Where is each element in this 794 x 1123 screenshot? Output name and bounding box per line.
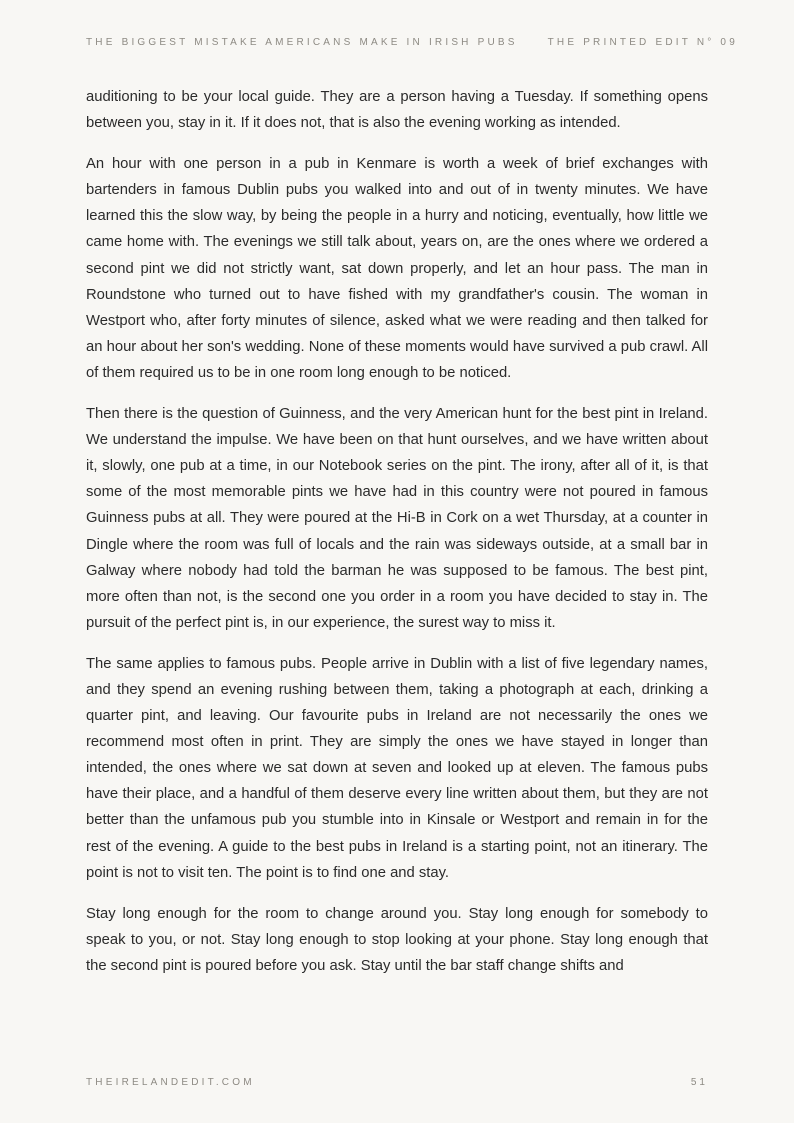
page-number: 51 [690,1077,708,1088]
paragraph: An hour with one person in a pub in Kenmare is worth a week of brief exchanges with bartenders in famous Dublin pubs you walked into and out of in twenty minutes. We have learned this the slow way, by being the people in a hurry and noticing, eventually, how little we came home with. The evenings we still talk about, years on, are the ones where we ordered a second pint we did not strictly want, sat down properly, and let an hour pass. The man in Roundstone who turned out to have fished with my grandfather's cousin. The woman in Westport who, after forty minutes of silence, asked what we were reading and then talked for an hour about her son's wedding. None of these moments would have survived a pub crawl. All of them required us to be in one room long enough to be noticed. [86,156,708,381]
footer-site-url: THEIRELANDEDIT.COM [86,1077,255,1088]
paragraph: auditioning to be your local guide. They are a person having a Tuesday. If something opens between you, stay in it. If it does not, that is also the evening working as intended. [86,89,708,132]
publication-label: THE PRINTED EDIT N° 09 [547,37,738,48]
running-header [86,37,738,48]
paragraph: Stay long enough for the room to change around you. Stay long enough for somebody to speak to you, or not. Stay long enough to stop looking at your phone. Stay long enough that the second pint is poured before you ask. Stay until the bar staff change shifts and [86,905,708,974]
article-body [86,84,708,994]
paragraph: The same applies to famous pubs. People arrive in Dublin with a list of five legendary names, and they spend an evening rushing between them, taking a photograph at each, drinking a quarter pint, and leaving. Our favourite pubs in Ireland are not necessarily the ones we recommend most often in print. They are simply the ones we have stayed in longer than intended, the ones where we sat down at seven and looked up at eleven. The famous pubs have their place, and a handful of them deserve every line written about them, but they are not better than the unfamous pub you stumble into in Kinsale or Westport and remain in for the rest of the evening. A guide to the best pubs in Ireland is a starting point, not an itinerary. The point is not to visit ten. The point is to find one and stay. [86,655,708,881]
article-title: THE BIGGEST MISTAKE AMERICANS MAKE IN IRISH PUBS [86,37,518,48]
paragraph: Then there is the question of Guinness, and the very American hunt for the best pint in Ireland. We understand the impulse. We have been on that hunt ourselves, and we have written about it, slowly, one pub at a time, in our Notebook series on the pint. The irony, after all of it, is that some of the most memorable pints we have had in this country were not poured in famous Guinness pubs at all. They were poured at the Hi-B in Cork on a wet Thursday, at a counter in Dingle where the room was full of locals and the rain was sideways outside, at a small bar in Galway where nobody had told the barman he was supposed to be famous. The best pint, more often than not, is the second one you order in a room you have decided to stay in. The pursuit of the perfect pint is, in our experience, the surest way to miss it. [86,406,708,631]
